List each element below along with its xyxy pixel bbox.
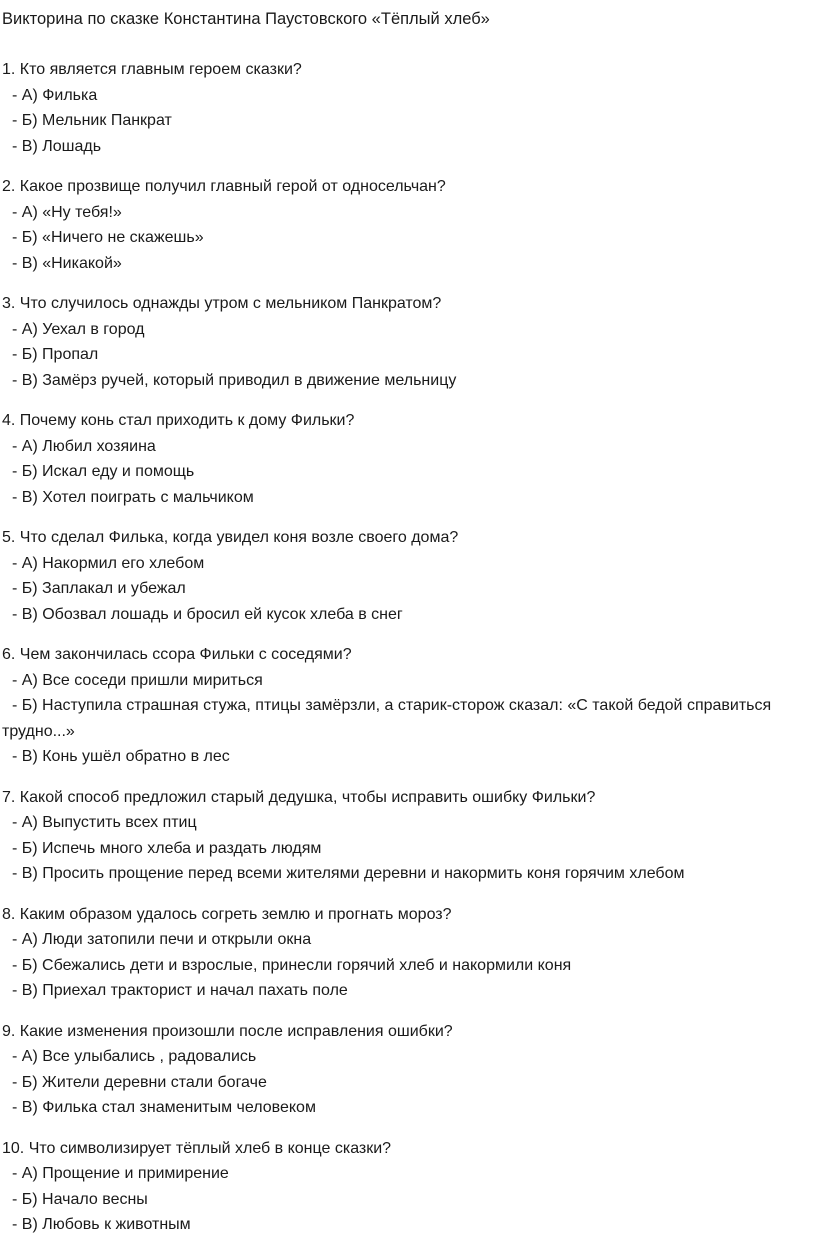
option-a: - А) Все улыбались , радовались (12, 1048, 257, 1065)
option-b: - Б) Мельник Панкрат (12, 112, 172, 129)
option-v: - В) Филька стал знаменитым человеком (12, 1099, 316, 1116)
question-block-9 (2, 1019, 798, 1121)
option-a: - А) Уехал в город (12, 320, 145, 338)
option-v: - В) Обозвал лошадь и бросил ей кусок хлеба в снег (12, 605, 403, 623)
question-block-8 (2, 902, 798, 1004)
option-a: - А) Люди затопили печи и открыли окна (12, 931, 312, 948)
question-block-4 (2, 408, 798, 510)
option-v: - В) Любовь к животным (12, 1216, 191, 1233)
question-block-7 (2, 785, 798, 887)
question-text: 9. Какие изменения произошли после исправления ошибки? (2, 1022, 453, 1040)
option-b: - Б) Наступила страшная стужа, птицы замёрзли, а старик-сторож сказал: «С такой бедой справиться трудно...» (2, 697, 776, 740)
option-b: - Б) Жители деревни стали богаче (12, 1073, 267, 1091)
option-v: - В) Хотел поиграть с мальчиком (12, 488, 254, 506)
option-b: - Б) «Ничего не скажешь» (12, 229, 204, 246)
question-text: 1. Кто является главным героем сказки? (2, 61, 302, 78)
option-v: - В) «Никакой» (12, 254, 122, 272)
question-text: 7. Какой способ предложил старый дедушка, чтобы исправить ошибку Фильки? (2, 788, 596, 806)
question-block-6 (2, 642, 798, 770)
option-v: - В) Приехал тракторист и начал пахать поле (12, 982, 348, 999)
option-a: - А) Все соседи пришли мириться (12, 671, 263, 689)
option-b: - Б) Искал еду и помощь (12, 463, 195, 480)
option-a: - А) «Ну тебя!» (12, 203, 122, 221)
question-text: 5. Что сделал Филька, когда увидел коня возле своего дома? (2, 529, 459, 546)
question-text: 2. Какое прозвище получил главный герой от односельчан? (2, 178, 446, 195)
question-text: 6. Чем закончилась ссора Фильки с соседями? (2, 646, 352, 663)
question-block-1 (2, 57, 798, 159)
question-text: 4. Почему конь стал приходить к дому Фильки? (2, 412, 355, 429)
option-v: - В) Замёрз ручей, который приводил в движение мельницу (12, 371, 457, 389)
option-b: - Б) Заплакал и убежал (12, 580, 186, 597)
option-a: - А) Накормил его хлебом (12, 554, 205, 572)
question-text: 8. Каким образом удалось согреть землю и прогнать мороз? (2, 905, 452, 923)
option-b: - Б) Пропал (12, 346, 99, 363)
option-a: - А) Филька (12, 86, 98, 104)
option-a: - А) Прощение и примирение (12, 1165, 229, 1182)
option-b: - Б) Начало весны (12, 1190, 148, 1208)
page-title: Викторина по сказке Константина Паустовского «Тёплый хлеб» (2, 10, 490, 28)
option-b: - Б) Сбежались дети и взрослые, принесли горячий хлеб и накормили коня (12, 956, 572, 974)
question-text: 3. Что случилось однажды утром с мельником Панкратом? (2, 295, 442, 312)
question-block-5 (2, 525, 798, 627)
question-block-10 (2, 1136, 798, 1238)
question-text: 10. Что символизирует тёплый хлеб в конце сказки? (2, 1139, 392, 1157)
question-block-3 (2, 291, 798, 393)
option-b: - Б) Испечь много хлеба и раздать людям (12, 839, 322, 857)
option-v: - В) Просить прощение перед всеми жителями деревни и накормить коня горячим хлебом (12, 865, 685, 882)
question-block-2 (2, 174, 798, 276)
option-a: - А) Выпустить всех птиц (12, 814, 197, 831)
option-v: - В) Конь ушёл обратно в лес (12, 748, 230, 765)
option-a: - А) Любил хозяина (12, 437, 156, 455)
option-v: - В) Лошадь (12, 137, 102, 155)
